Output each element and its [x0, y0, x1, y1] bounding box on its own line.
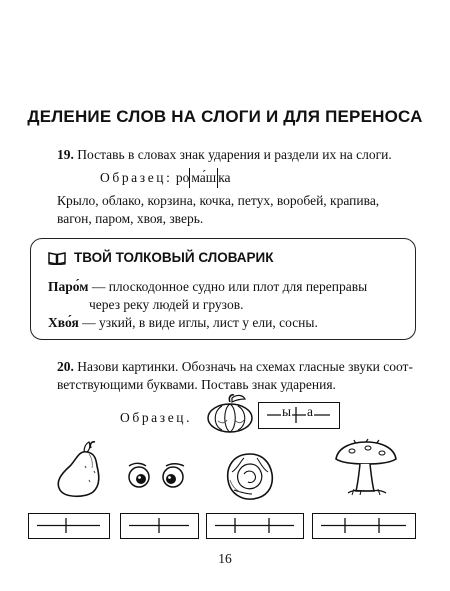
pear-picture	[45, 438, 107, 500]
page-title: ДЕЛЕНИЕ СЛОВ НА СЛОГИ И ДЛЯ ПЕРЕНОСА	[27, 107, 423, 126]
sample-word	[176, 170, 231, 185]
syllable: ка	[218, 170, 231, 185]
sample-vowel: а	[307, 404, 313, 419]
eyes-picture	[126, 460, 188, 490]
sample-vowel: ы	[282, 404, 292, 419]
answer-scheme-3[interactable]	[206, 513, 304, 539]
answer-scheme-1[interactable]	[28, 513, 110, 539]
task-20-sample-label: Образец.	[120, 410, 193, 425]
task-19-instruction	[57, 145, 392, 165]
book-icon	[48, 251, 66, 265]
answer-scheme-4[interactable]	[312, 513, 416, 539]
mushroom-picture	[330, 437, 402, 499]
dictionary-entry-parom-cont: через реку людей и грузов.	[89, 297, 244, 312]
task-20-instruction	[57, 357, 413, 377]
page-number: 16	[218, 551, 232, 566]
task-20-number: 20.	[57, 359, 74, 374]
syllable: ма́ш	[189, 168, 218, 188]
syllable: ро	[175, 170, 190, 185]
task-19-words-line-1: Крыло, облако, корзина, кочка, петух, воробей, крапива,	[57, 193, 380, 208]
task-19-sample	[100, 168, 231, 188]
task-19-words-line-2: вагон, паром, хвоя, зверь.	[57, 211, 204, 226]
task-19-number: 19.	[57, 147, 74, 162]
task-20-instruction-cont: ветствующими буквами. Поставь знак ударения.	[57, 377, 336, 392]
answer-scheme-2[interactable]	[120, 513, 199, 539]
dictionary-title	[48, 250, 273, 265]
sample-scheme	[258, 402, 340, 429]
dictionary-title-text: ТВОЙ ТОЛКОВЫЙ СЛОВАРИК	[74, 250, 274, 265]
task-19-text: Поставь в словах знак ударения и раздели их на слоги.	[77, 147, 392, 162]
dictionary-entry-khvoya	[48, 314, 318, 332]
entry-term: Хво́я	[48, 315, 79, 330]
entry-term: Паро́м	[48, 279, 89, 294]
pumpkin-picture	[205, 393, 255, 435]
entry-definition: — плоскодонное судно или плот для переправы	[88, 279, 368, 294]
sample-label: Образец:	[100, 170, 173, 185]
entry-definition: — узкий, в виде иглы, лист у ели, сосны.	[78, 315, 318, 330]
dictionary-entry-parom	[48, 278, 367, 296]
task-20-text: Назови картинки. Обозначь на схемах гласные звуки соот-	[77, 359, 413, 374]
cabbage-picture	[222, 450, 278, 502]
